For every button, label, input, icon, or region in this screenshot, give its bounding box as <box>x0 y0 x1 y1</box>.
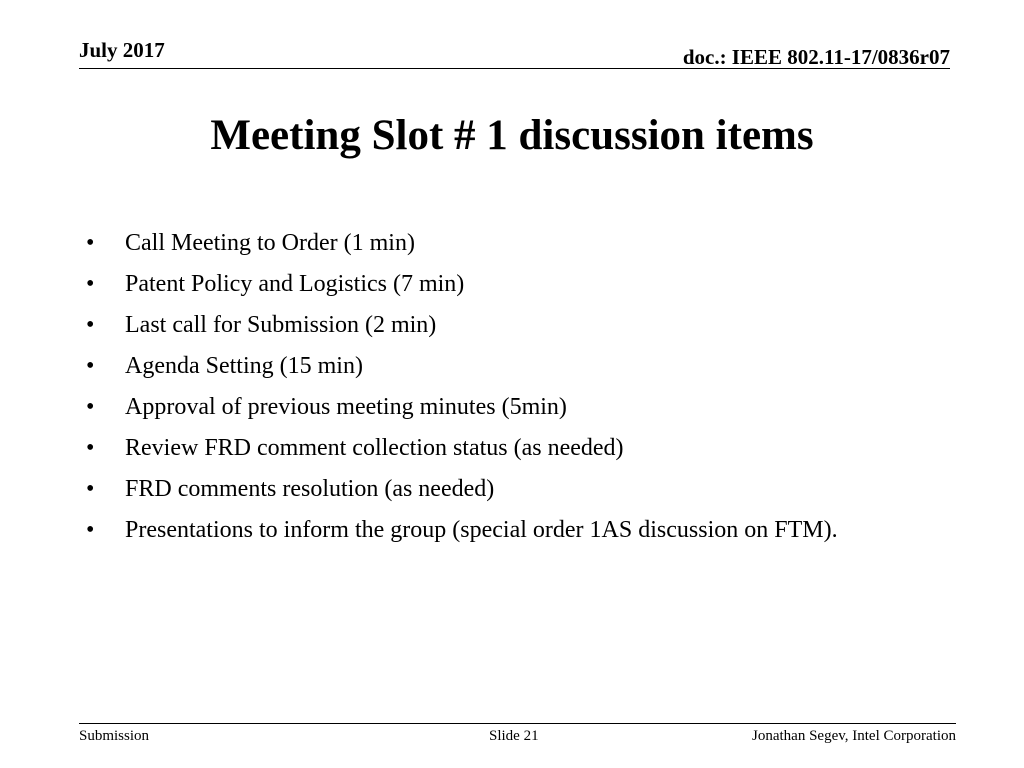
bullet-icon: • <box>86 394 95 420</box>
header-divider <box>79 68 950 69</box>
bullet-icon: • <box>86 353 95 379</box>
bullet-icon: • <box>86 476 95 502</box>
agenda-item <box>82 513 936 547</box>
agenda-item-text: FRD comments resolution (as needed) <box>125 476 495 502</box>
agenda-list <box>82 226 936 554</box>
bullet-icon: • <box>86 312 95 338</box>
agenda-item-text: Presentations to inform the group (special order 1AS discussion on FTM). <box>125 517 838 543</box>
agenda-item <box>82 472 936 506</box>
bullet-icon: • <box>86 230 95 256</box>
footer-author: Jonathan Segev, Intel Corporation <box>752 728 956 744</box>
footer-slide-number: Slide 21 <box>489 728 539 744</box>
agenda-item-text: Agenda Setting (15 min) <box>125 353 363 379</box>
bullet-icon: • <box>86 435 95 461</box>
bullet-icon: • <box>86 271 95 297</box>
header-doc-id: doc.: IEEE 802.11-17/0836r07 <box>682 45 950 69</box>
footer-submission: Submission <box>79 728 150 744</box>
agenda-item-text: Review FRD comment collection status (as needed) <box>125 435 624 461</box>
slide-title: Meeting Slot # 1 discussion items <box>210 112 814 159</box>
agenda-item-text: Last call for Submission (2 min) <box>125 312 437 338</box>
agenda-item <box>82 226 936 260</box>
agenda-item <box>82 267 936 301</box>
agenda-item <box>82 349 936 383</box>
agenda-item <box>82 390 936 424</box>
footer-divider <box>79 723 956 724</box>
agenda-item <box>82 308 936 342</box>
header-date: July 2017 <box>79 38 165 62</box>
agenda-item-text: Approval of previous meeting minutes (5min) <box>125 394 567 420</box>
agenda-item-text: Patent Policy and Logistics (7 min) <box>125 271 465 297</box>
agenda-item-text: Call Meeting to Order (1 min) <box>125 230 415 256</box>
bullet-icon: • <box>86 517 95 543</box>
agenda-item <box>82 431 936 465</box>
